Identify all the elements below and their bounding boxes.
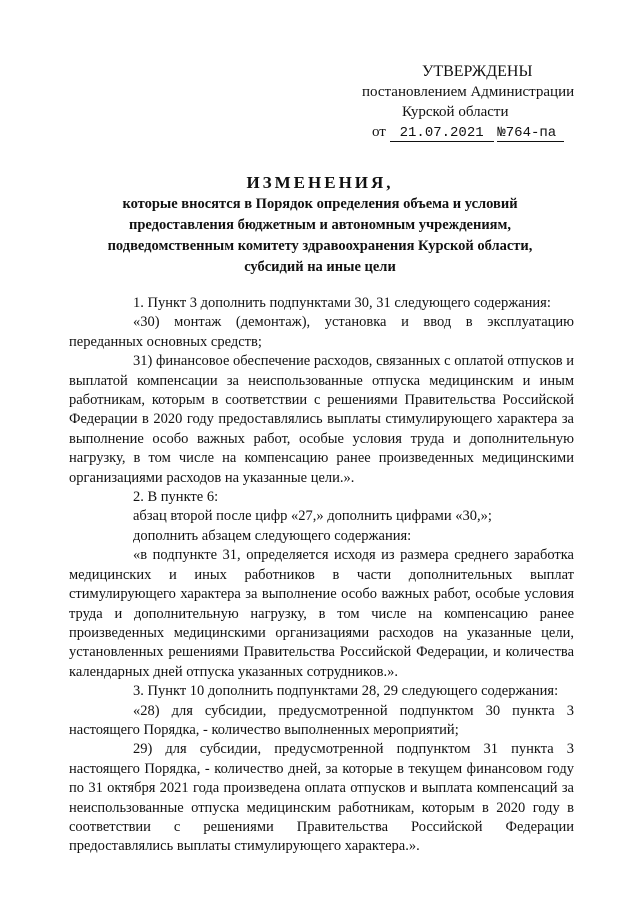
approval-heading: УТВЕРЖДЕНЫ (422, 63, 533, 80)
title-main: ИЗМЕНЕНИЯ, (246, 173, 394, 192)
paragraph: «в подпункте 31, определяется исходя из размера среднего заработка медицинских и иных работников в части дополнительных выплат стимулирующего характера за выполнение особо важных работ, особые условия труда и дополнительную нагрузку, в том числе на компенсацию ранее произведенных медицинскими организациями расходов на указанные цели, установленных решениями Правительства Российской Федерации, и количества календарных дней отпуска указанных сотрудников.». (69, 547, 574, 680)
title-subtitle-line: субсидий на иные цели (244, 259, 396, 275)
document-body (69, 294, 574, 857)
approval-number: №764-па (497, 125, 564, 142)
date-prefix: от (372, 124, 386, 140)
paragraph: 29) для субсидии, предусмотренной подпунктом 31 пункта 3 настоящего Порядка, - количество дней, за которые в текущем финансовом году по 31 октября 2021 года произведена оплата отпусков и выплата компенсаций за неиспользованные отпуска медицинским работникам, которым в 2020 году в соответствии с решениями Правительства Российской Федерации предоставлялись выплаты стимулирующего характера.». (69, 741, 574, 855)
paragraph: 2. В пункте 6: (133, 489, 219, 506)
approval-line: Курской области (402, 104, 509, 120)
paragraph: 31) финансовое обеспечение расходов, связанных с оплатой отпусков и выплатой компенсации за неиспользованные отпуска медицинским и иным работникам, которым в соответствии с решениями Правительства Российской Федерации в 2020 году предоставлялись выплаты стимулирующего характера за выполнение особо важных работ, особые условия труда и дополнительную нагрузку, в том числе на компенсацию ранее произведенных медицинскими организациями расходов на указанные цели.». (69, 353, 574, 486)
title-subtitle-line: подведомственным комитету здравоохранения Курской области, (107, 238, 533, 254)
approval-date: 21.07.2021 (390, 125, 494, 142)
approval-date-line (350, 122, 590, 142)
paragraph: 3. Пункт 10 дополнить подпунктами 28, 29 следующего содержания: (133, 683, 559, 700)
document-title (60, 172, 580, 278)
paragraph: 1. Пункт 3 дополнить подпунктами 30, 31 следующего содержания: (133, 295, 551, 311)
approval-stamp (350, 62, 590, 142)
paragraph: «30) монтаж (демонтаж), установка и ввод в эксплуатацию переданных основных средств; (69, 314, 574, 350)
title-subtitle-line: предоставления бюджетным и автономным учреждениям, (128, 217, 512, 233)
approval-line: постановлением Администрации (362, 84, 575, 100)
title-subtitle-line: которые вносятся в Порядок определения объема и условий (122, 196, 518, 212)
paragraph: «28) для субсидии, предусмотренной подпунктом 30 пункта 3 настоящего Порядка, - количество выполненных мероприятий; (69, 702, 574, 738)
paragraph: дополнить абзацем следующего содержания: (133, 527, 412, 544)
paragraph: абзац второй после цифр «27,» дополнить цифрами «30,»; (133, 508, 492, 525)
